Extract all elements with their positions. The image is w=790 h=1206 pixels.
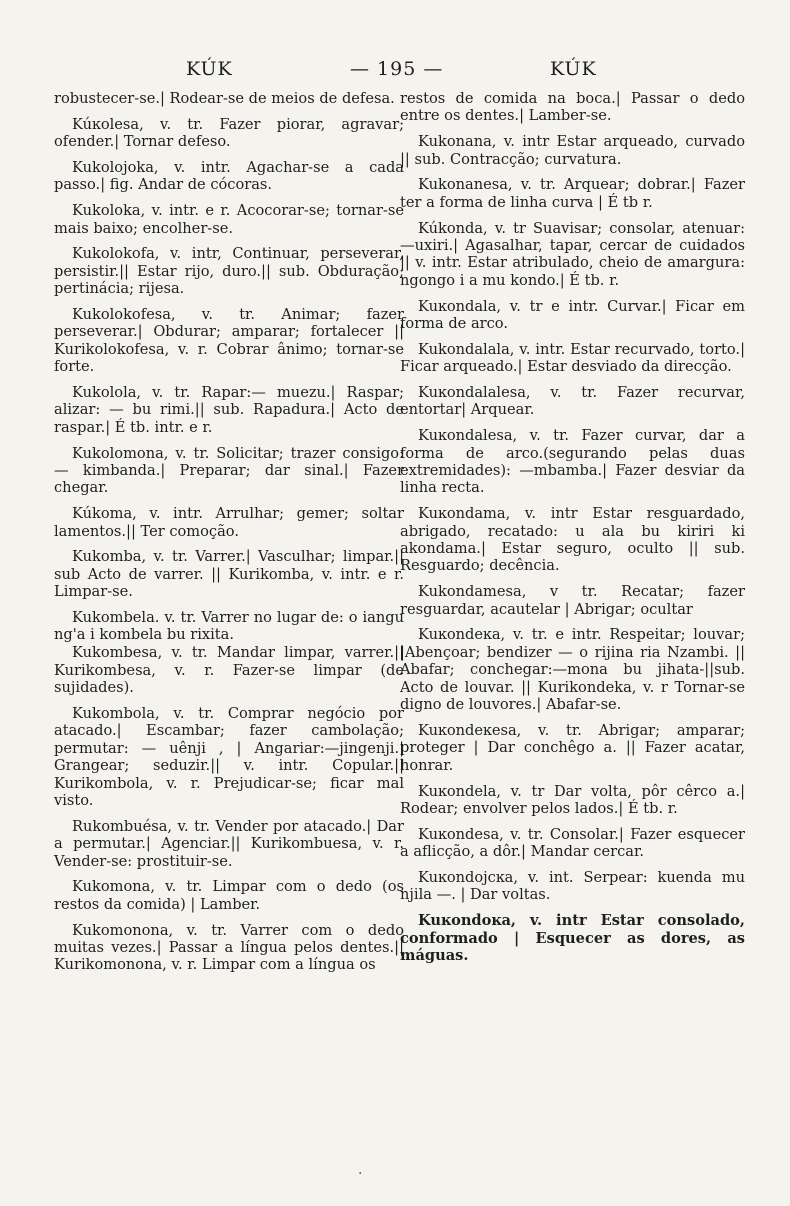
entry-kukondekesa: Kuĸondeĸesa, v. tr. Abrigar; amparar; proteger | Dar conchêgo a. || Fazer acatar, honrar. xyxy=(400,721,745,774)
entry-kukoloka: Kukoloka, v. intr. e r. Acocorar-se; tornar-se mais baixo; encolher-se. xyxy=(54,202,404,237)
entry-kukombela: Kukombela. v. tr. Varrer no lugar de: o iangu ng'a i kombela bu rixita. xyxy=(54,609,404,644)
entry-kukombola: Kukombola, v. tr. Comprar negócio por atacado.| Escambar; fazer cambolação; permutar: — uênji , | Angariar:—jingenji.| Grangear; seduzir.|| v. intr. Copular.|| Kurikombola, v. r. Prejudicar-se; ficar mal visto. xyxy=(54,704,404,809)
entry-kukondalesa: Kuĸondalesa, v. tr. Fazer curvar, dar a forma de arco.(segurando pelas duas extremidades): —mbamba.| Fazer desviar da linha recta. xyxy=(400,427,745,497)
entry-rukombuesa: Rukombuésa, v. tr. Vender por atacado.| Dar a permutar.| Agenciar.|| Kurikombuesa, v. r. Vender-se: prostituir-se. xyxy=(54,817,404,870)
entry-kukolokofa: Kukolokofa, v. intr, Continuar, perseverar, persistir.|| Estar rijo, duro.|| sub. Obduração; pertinácia; rijesa. xyxy=(54,245,404,298)
entry-kukonanesa: Kukonanesa, v. tr. Arquear; dobrar.| Fazer ter a forma de linha curva | É tb r. xyxy=(400,176,745,211)
entry-kukombesa: Kukombesa, v. tr. Mandar limpar, varrer.|| Kurikombesa, v. r. Fazer-se limpar (de sujidades). xyxy=(54,644,404,697)
entry-kukomonona: Kukomonona, v. tr. Varrer com o dedo muitas vezes.| Passar a língua pelos dentes.|| Kurikomonona, v. r. Limpar com a língua os xyxy=(54,921,404,974)
entry-kukondamesa: Kukondamesa, v tr. Recatar; fazer resguardar, acautelar | Abrigar; ocultar xyxy=(400,583,745,618)
entry-kukonana: Kukonana, v. intr Estar arqueado, curvado || sub. Contracção; curvatura. xyxy=(400,133,745,168)
left-column xyxy=(54,90,404,982)
entry-kukomona: Kukomona, v. tr. Limpar com o dedo (os restos da comida) | Lamber. xyxy=(54,878,404,913)
entry-continuation: robustecer-se.| Rodear-se de meios de defesa. xyxy=(54,90,395,107)
entry-kukondala: Kuĸondala, v. tr e intr. Curvar.| Ficar em forma de arco. xyxy=(400,297,745,333)
entry-kukoma: Kúkoma, v. intr. Arrulhar; gemer; soltar lamentos.|| Ter comoção. xyxy=(54,505,404,540)
running-head-right: KÚK xyxy=(550,58,597,80)
entry-kukondoka: Kuĸondoĸa, v. intr Estar consolado, conformado | Esquecer as dores, as máguas. xyxy=(400,912,745,964)
entry-kukondama: Kuĸondama, v. intr Estar resguardado, abrigado, recatado: u ala bu kiriri ki akondama.| Estar seguro, oculto || sub. Resguardo; decência. xyxy=(400,505,745,575)
entry-kukondeka: Kuĸondeĸa, v. tr. e intr. Respeitar; louvar; |Abençoar; bendizer — o rijina ria Nzambi. || Abafar; conchegar:—mona bu jihata-||sub. Acto de louvar. || Kurikondeka, v. r Tornar-se digno de louvores.| Abafar-se. xyxy=(400,626,745,714)
entry-kukolokofesa: Kukolokofesa, v. tr. Animar; fazer perseverar.| Obdurar; amparar; fortalecer || Kurikolokofesa, v. r. Cobrar ânimo; tornar-se forte. xyxy=(54,306,404,376)
entry-kukondojeka: Kuĸondojcĸa, v. int. Serpear: kuenda mu njila —. | Dar voltas. xyxy=(400,868,745,904)
entry-kukolesa: Kúĸolesa, v. tr. Fazer piorar, agravar; ofender.| Tornar defeso. xyxy=(54,115,404,151)
entry-kukondalala: Kukondalala, v. intr. Estar recurvado, torto.| Ficar arqueado.| Estar desviado da direcção. xyxy=(400,340,745,376)
right-column xyxy=(400,90,745,973)
entry-kukolomona: Kukolomona, v. tr. Solicitar; trazer consigo:— kimbanda.| Preparar; dar sinal.| Fazer chegar. xyxy=(54,444,404,497)
entry-continuation: restos de comida na boca.| Passar o dedo entre os dentes.| Lamber-se. xyxy=(400,90,745,125)
entry-kukondela: Kuĸondela, v. tr Dar volta, pôr cêrco a.| Rodear; envolver pelos lados.| É tb. r. xyxy=(400,782,745,817)
entry-kukondalalesa: Kuĸondalalesa, v. tr. Fazer recurvar, entortar| Arquear. xyxy=(400,384,745,419)
page-number: — 195 — xyxy=(350,58,444,80)
entry-kukonda: Kúkonda, v. tr Suavisar; consolar, atenuar:—uxiri.| Agasalhar, tapar, cercar de cuidados || v. intr. Estar atribulado, cheio de amargura: ngongo i a mu kondo.| É tb. r. xyxy=(400,219,745,289)
entry-kukondesa: Kuĸondesa, v. tr. Consolar.| Fazer esquecer a aflicção, a dôr.| Mandar cercar. xyxy=(400,825,745,861)
entry-kukolola: Kukolola, v. tr. Rapar:— muezu.| Raspar; alizar: — bu rimi.|| sub. Rapadura.| Acto de raspar.| É tb. intr. e r. xyxy=(54,384,404,436)
entry-kukomba: Kukomba, v. tr. Varrer.| Vasculhar; limpar.|| sub Acto de varrer. || Kurikomba, v. intr. e r. Limpar-se. xyxy=(54,548,404,601)
page-mark: · xyxy=(358,1166,363,1182)
running-head-left: KÚK xyxy=(186,58,233,80)
entry-kukolojoka: Kukolojoka, v. intr. Agachar-se a cada passo.| fig. Andar de cócoras. xyxy=(54,159,404,194)
